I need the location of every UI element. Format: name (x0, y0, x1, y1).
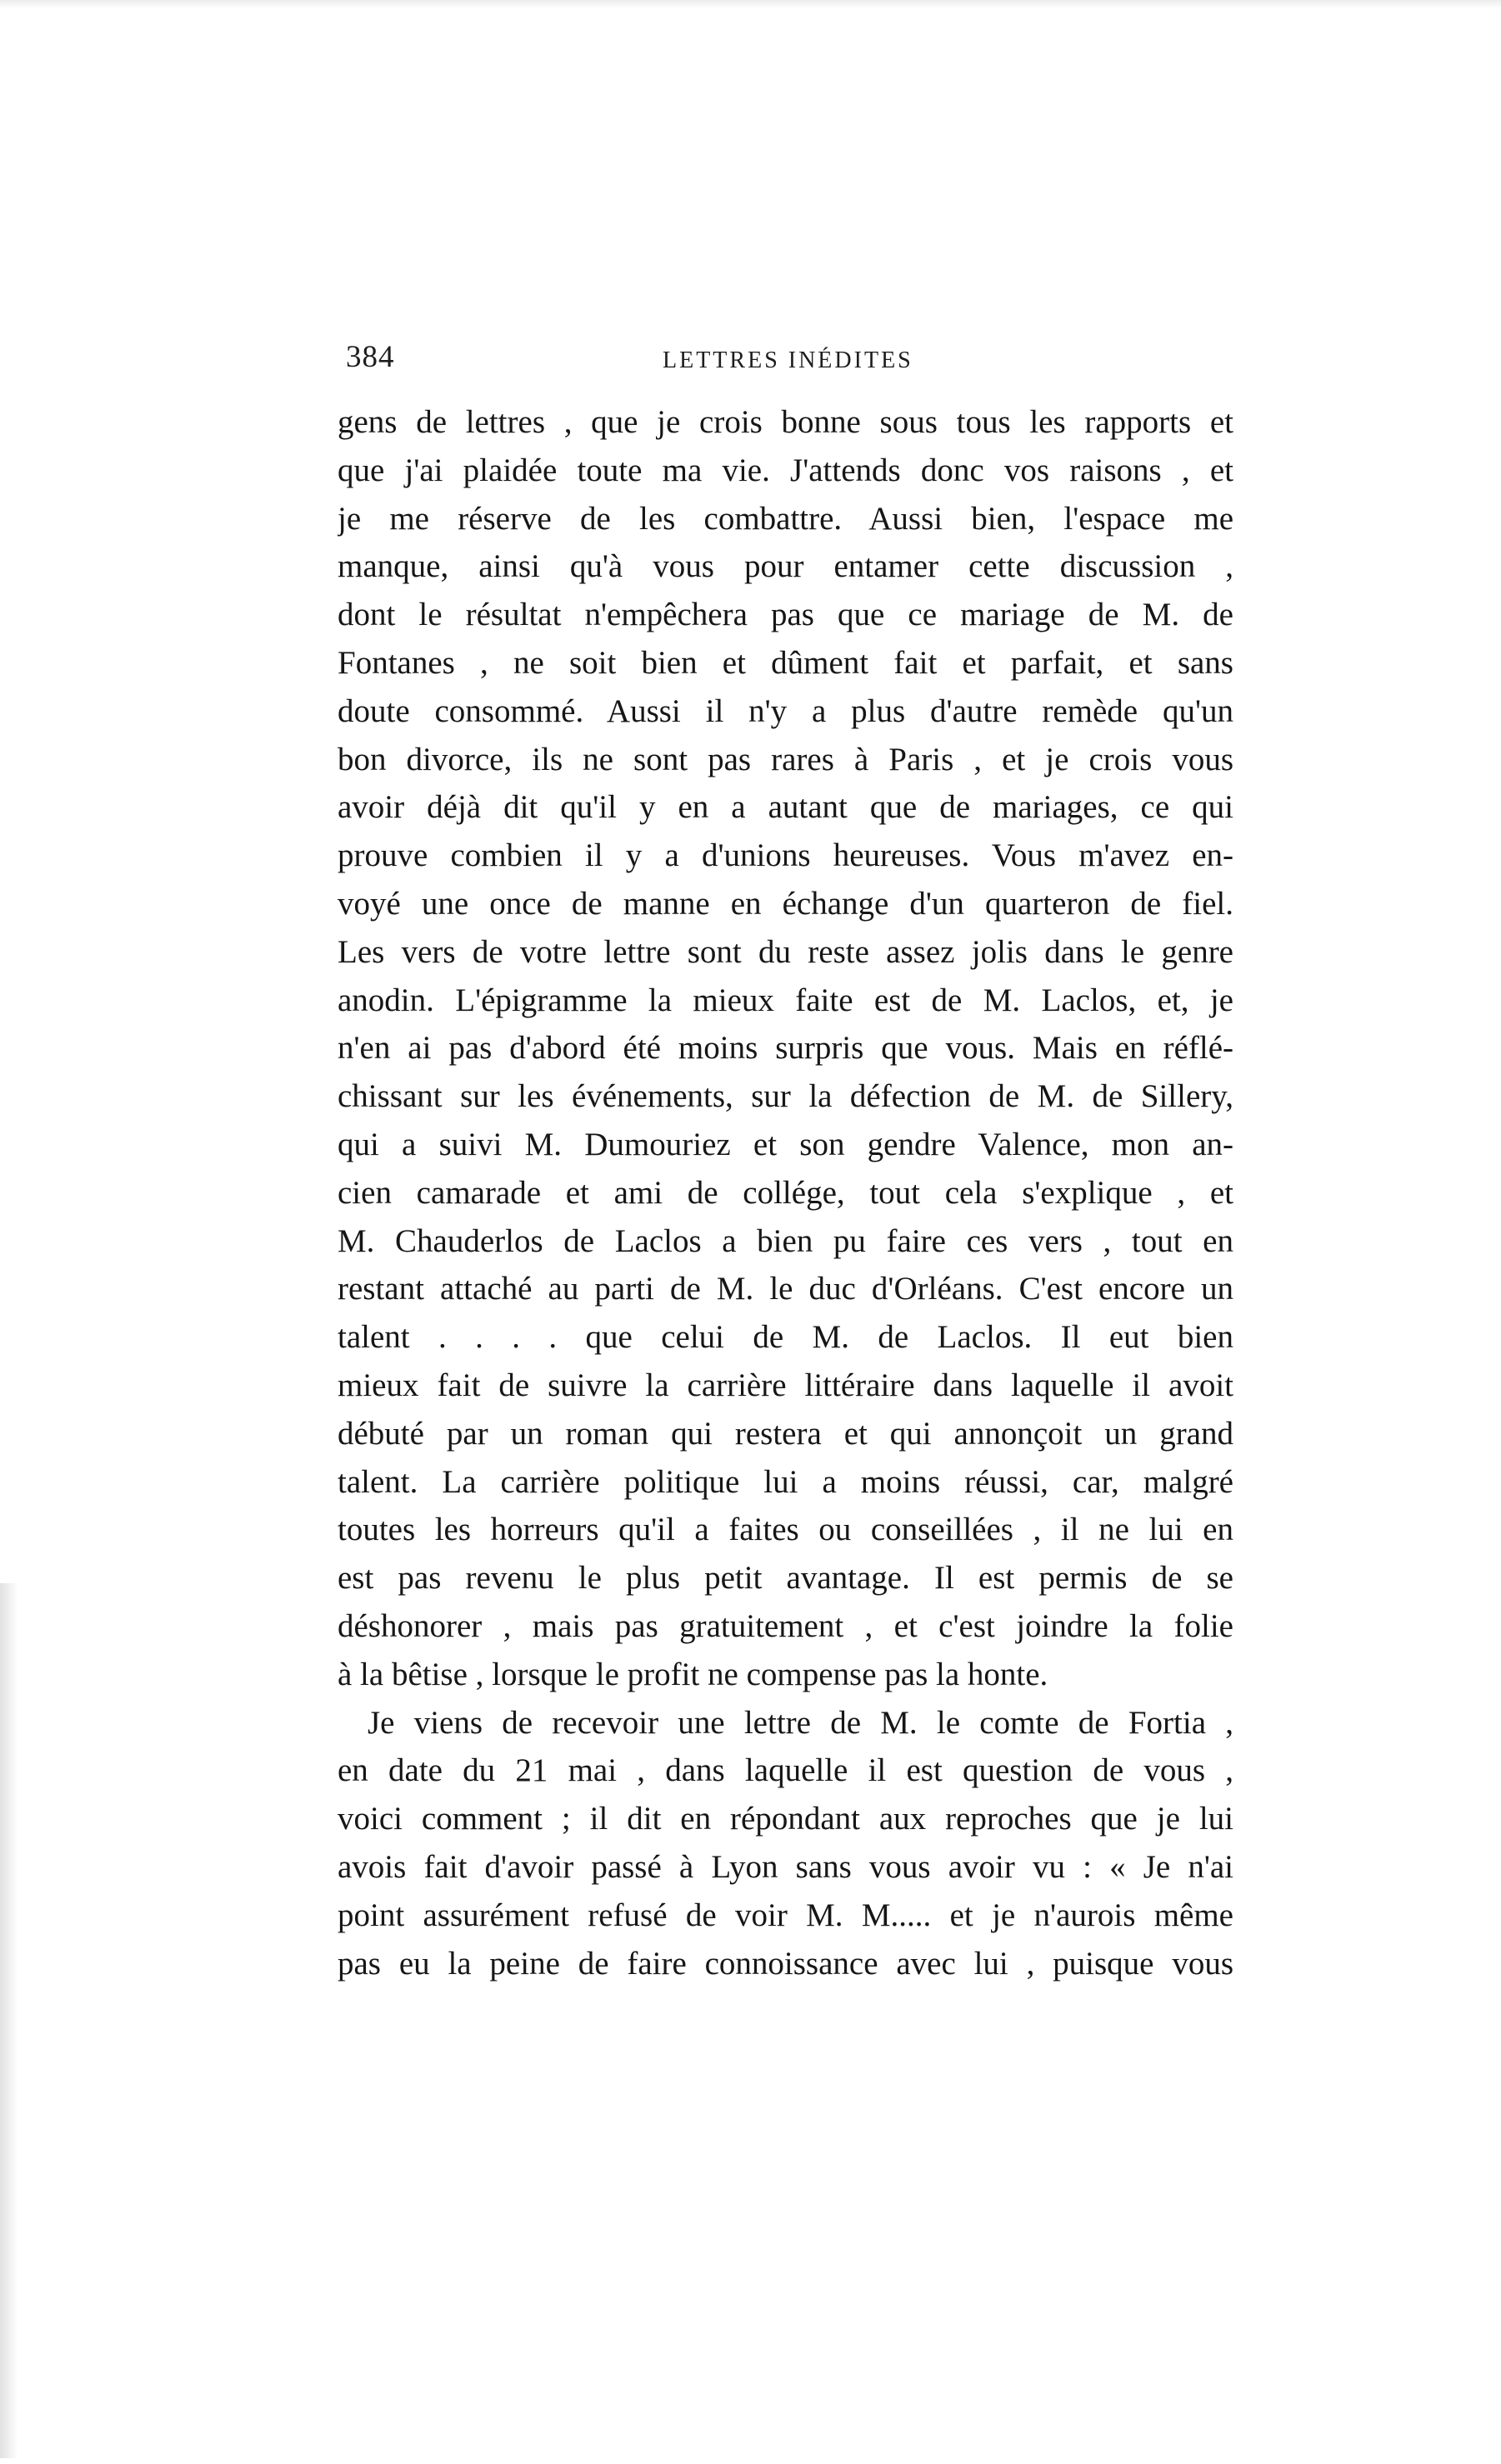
text-line: manque, ainsi qu'à vous pour entamer cette discussion , (338, 548, 1233, 585)
text-line: avois fait d'avoir passé à Lyon sans vous avoir vu : « Je n'ai (338, 1848, 1233, 1885)
scan-shadow-edge (0, 1583, 18, 2458)
paragraph-start-line: Je viens de recevoir une lettre de M. le comte de Fortia , (368, 1704, 1233, 1741)
text-line: restant attaché au parti de M. le duc d'Orléans. C'est encore un (338, 1271, 1233, 1307)
text-line: doute consommé. Aussi il n'y a plus d'autre remède qu'un (338, 692, 1233, 729)
text-line: que j'ai plaidée toute ma vie. J'attends donc vos raisons , et (338, 452, 1233, 488)
text-line: voyé une once de manne en échange d'un quarteron de fiel. (338, 885, 1233, 922)
scan-shadow-top (0, 0, 1501, 8)
text-line: n'en ai pas d'abord été moins surpris que vous. Mais en réflé- (338, 1030, 1233, 1067)
text-line: cien camarade et ami de collége, tout cela s'explique , et (338, 1174, 1233, 1211)
text-line: qui a suivi M. Dumouriez et son gendre Valence, mon an- (338, 1126, 1233, 1162)
text-line: point assurément refusé de voir M. M..... et je n'aurois même (338, 1897, 1233, 1933)
body-text (338, 398, 1233, 1987)
text-line: prouve combien il y a d'unions heureuses. Vous m'avez en- (338, 837, 1233, 874)
text-line: Les vers de votre lettre sont du reste assez jolis dans le genre (338, 933, 1233, 970)
text-line: est pas revenu le plus petit avantage. Il est permis de se (338, 1560, 1233, 1597)
text-line: M. Chauderlos de Laclos a bien pu faire ces vers , tout en (338, 1222, 1233, 1259)
text-line: chissant sur les événements, sur la défection de M. de Sillery, (338, 1078, 1233, 1115)
text-line: talent . . . . que celui de M. de Laclos. Il eut bien (338, 1319, 1233, 1356)
text-line: dont le résultat n'empêchera pas que ce mariage de M. de (338, 597, 1233, 633)
text-line: gens de lettres , que je crois bonne sous tous les rapports et (338, 404, 1233, 440)
running-head (338, 337, 1233, 387)
text-line: en date du 21 mai , dans laquelle il est question de vous , (338, 1752, 1233, 1789)
text-line: déshonorer , mais pas gratuitement , et c'est joindre la folie (338, 1607, 1233, 1644)
running-title: LETTRES INÉDITES (663, 347, 913, 373)
text-line: pas eu la peine de faire connoissance avec lui , puisque vous (338, 1945, 1233, 1982)
text-line: mieux fait de suivre la carrière littéraire dans laquelle il avoit (338, 1367, 1233, 1403)
text-line: bon divorce, ils ne sont pas rares à Paris , et je crois vous (338, 741, 1233, 777)
text-line: Fontanes , ne soit bien et dûment fait et parfait, et sans (338, 644, 1233, 681)
text-line: débuté par un roman qui restera et qui annonçoit un grand (338, 1415, 1233, 1452)
text-line: toutes les horreurs qu'il a faites ou conseillées , il ne lui en (338, 1512, 1233, 1548)
text-line: voici comment ; il dit en répondant aux reproches que je lui (338, 1801, 1233, 1837)
text-line: anodin. L'épigramme la mieux faite est de M. Laclos, et, je (338, 982, 1233, 1018)
text-line: talent. La carrière politique lui a moins réussi, car, malgré (338, 1463, 1233, 1500)
text-line: je me réserve de les combattre. Aussi bien, l'espace me (338, 500, 1233, 537)
page-number: 384 (346, 340, 395, 374)
text-line: avoir déjà dit qu'il y en a autant que de mariages, ce qui (338, 789, 1233, 826)
paragraph-end-line: à la bêtise , lorsque le profit ne compense pas la honte. (338, 1656, 1048, 1692)
